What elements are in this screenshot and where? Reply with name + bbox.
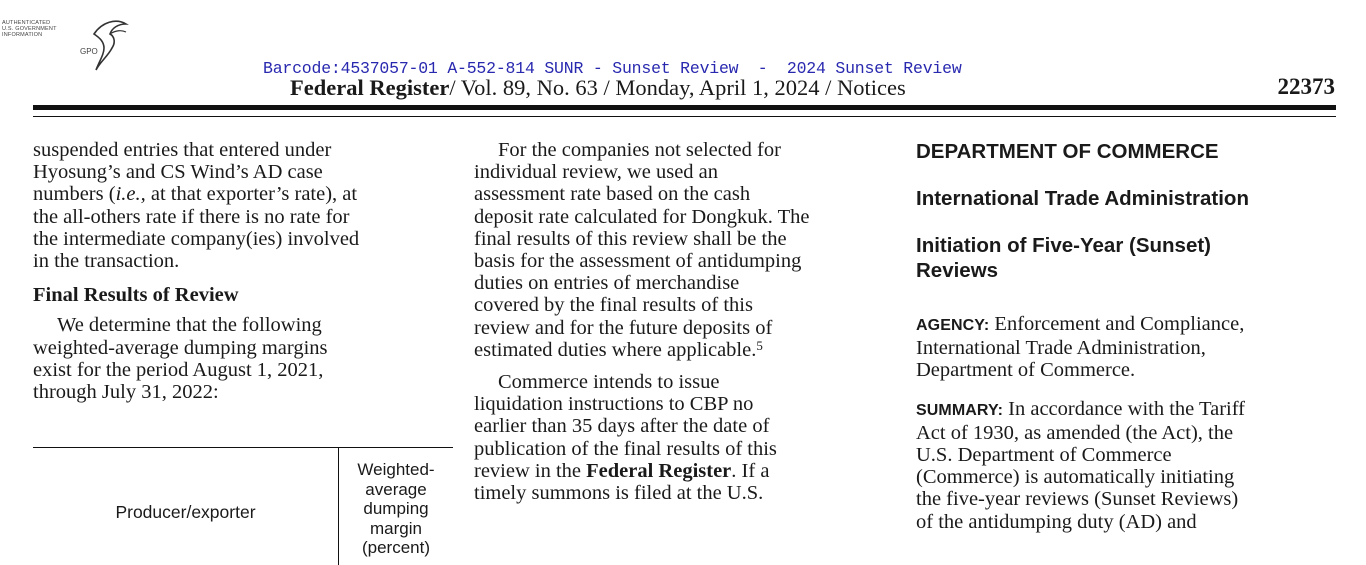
paragraph [474,139,894,361]
text-line: individual review, we used an [474,161,719,184]
text-run: at that exporter’s rate), at [145,183,358,206]
header-dumping-margin [339,448,453,565]
text-line: Act of 1930, as amended (the Act), the [916,421,1234,444]
text-line: (Commerce) is automatically initiating [916,466,1235,489]
text-line: liquidation instructions to CBP no [474,393,754,416]
bold-text: Federal Register [586,459,732,482]
running-header [290,75,906,101]
text-line: the five-year reviews (Sunset Reviews) [916,488,1239,511]
text-line: suspended entries that entered under [33,139,332,161]
text-line: weighted-average dumping margins [33,336,328,359]
paragraph [33,139,453,272]
column-3 [916,139,1336,533]
title-line: Reviews [916,259,999,282]
table-header-row [33,448,453,565]
text-line: duties on entries of merchandise [474,272,740,295]
text-line: basis for the assessment of antidumping [474,250,802,273]
page-number: 22373 [1277,74,1335,99]
text-line: We determine that the following [57,314,322,337]
seal-gpo-label: GPO [80,47,98,56]
seal-line: AUTHENTICATED [2,20,51,26]
column-2 [474,139,894,504]
notice-title [916,233,1336,283]
text-line: exist for the period August 1, 2021, [33,358,324,381]
text-line [474,339,894,361]
text-line: publication of the final results of this [474,437,777,460]
text-line: the all-others rate if there is no rate for [33,205,350,228]
seal-line: INFORMATION [2,32,43,38]
paragraph [474,371,894,504]
text-line: in the transaction. [33,250,180,273]
text-line: final results of this review shall be the [474,227,787,250]
text-line: earlier than 35 days after the date of [474,415,770,438]
margins-table [33,447,453,565]
issue-details: / Vol. 89, No. 63 / Monday, April 1, 2024 / Notices [449,75,906,100]
text-line: deposit rate calculated for Dongkuk. The [474,205,810,228]
text-run: numbers ( [33,183,116,206]
barcode-line: Barcode:4537057-01 A-552-814 SUNR - Sunset Review - 2024 Sunset Review [263,59,962,78]
section-heading: Final Results of Review [33,284,239,307]
header-rule-thin [33,116,1336,117]
text-line [474,460,894,482]
paragraph [33,314,453,403]
text-line: Hyosung’s and CS Wind’s AD case [33,161,323,184]
text-line: For the companies not selected for [498,139,781,161]
department-heading: DEPARTMENT OF COMMERCE [916,140,1219,163]
text-line: review and for the future deposits of [474,316,773,339]
gpo-authentication-seal [2,14,132,72]
header-line: margin [370,518,422,538]
text-line [916,398,1336,422]
header-rule-thick [33,105,1336,110]
text-line: timely summons is filed at the U.S. [474,482,764,505]
eagle-icon [90,18,130,74]
text-line: of the antidumping duty (AD) and [916,510,1197,533]
text-run: estimated duties where applicable. [474,338,757,361]
header-line: dumping [363,499,429,518]
text-line [33,183,453,205]
agency-label: AGENCY: [916,317,990,334]
text-run: review in the [474,459,587,482]
seal-text [2,20,102,38]
summary-paragraph [916,398,1336,533]
text-run: . If a [731,459,770,482]
column-1 [33,139,453,403]
text-line: U.S. Department of Commerce [916,444,1172,467]
seal-line: U.S. GOVERNMENT [2,26,57,32]
text-line: Department of Commerce. [916,359,1136,382]
header-line: average [365,479,427,499]
header-producer-exporter: Producer/exporter [33,448,339,565]
text-line: covered by the final results of this [474,294,753,317]
text-line: the intermediate company(ies) involved [33,227,360,250]
text-run: In accordance with the Tariff [1003,397,1246,420]
agency-heading: International Trade Administration [916,187,1249,210]
journal-title: Federal Register [290,75,450,100]
header-line: (percent) [361,538,431,557]
text-line: through July 31, 2022: [33,381,219,404]
footnote-reference[interactable]: 5 [756,337,763,353]
header-line: Weighted- [357,460,435,479]
text-line: Commerce intends to issue [498,371,720,394]
summary-label: SUMMARY: [916,401,1004,419]
agency-paragraph [916,313,1336,382]
text-run: Enforcement and Compliance, [989,313,1245,335]
text-line [916,313,1336,337]
text-line: International Trade Administration, [916,337,1206,360]
text-line: assessment rate based on the cash [474,183,751,206]
title-line: Initiation of Five-Year (Sunset) [916,234,1212,257]
italic-text: i.e., [115,183,146,206]
